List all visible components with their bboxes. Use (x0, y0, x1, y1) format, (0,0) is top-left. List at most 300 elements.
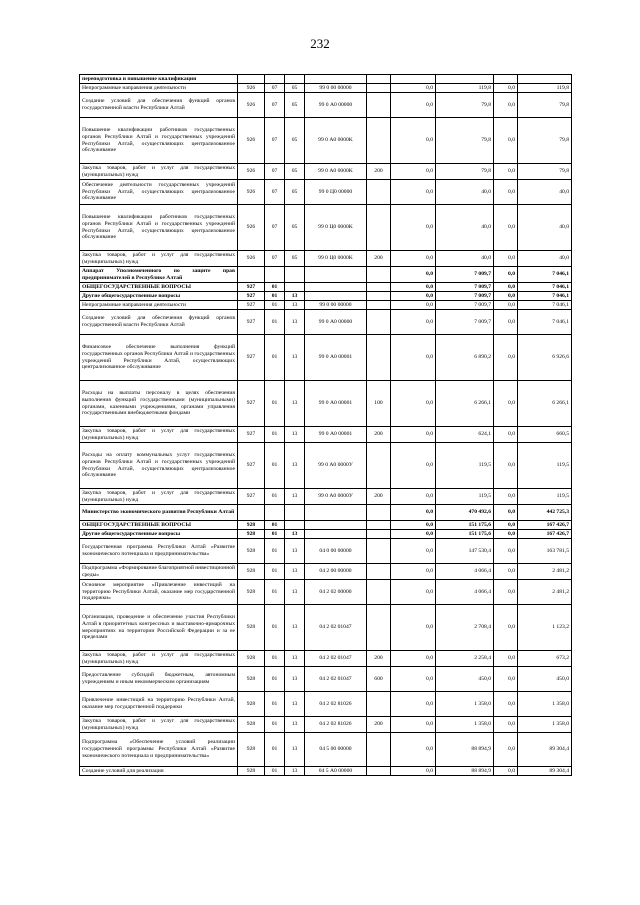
table-row (80, 75, 572, 84)
table-row (80, 310, 572, 335)
target-article-cell: 04 2 02 81026 (305, 717, 367, 733)
amount-change-1-cell: 0,0 (391, 205, 436, 251)
amount-change-2-cell: 0,0 (494, 251, 518, 267)
expense-type-cell: 200 (367, 427, 391, 443)
page-number: 232 (310, 36, 330, 51)
table-row (80, 118, 572, 164)
amount-change-2-cell: 0,0 (494, 651, 518, 667)
amount-change-2-cell: 0,0 (494, 605, 518, 651)
subsection-code-cell: 13 (285, 667, 305, 692)
section-code-cell: 01 (265, 692, 285, 717)
ministry-code-cell: 926 (238, 205, 265, 251)
target-article-cell: 99 0 Ц0 0000K (305, 205, 367, 251)
amount-change-2-cell: 0,0 (494, 521, 518, 530)
target-article-cell: 04 2 00 00000 (305, 564, 367, 580)
section-code-cell: 01 (265, 301, 285, 310)
subsection-code-cell (285, 505, 305, 521)
subsection-code-cell: 13 (285, 301, 305, 310)
target-article-cell: 99 0 А0 0000У (305, 443, 367, 489)
amount-1-cell: 7 009,7 (436, 267, 494, 283)
subsection-code-cell: 13 (285, 564, 305, 580)
ministry-code-cell: 928 (238, 692, 265, 717)
table-row (80, 427, 572, 443)
target-article-cell (305, 521, 367, 530)
expense-type-cell (367, 292, 391, 301)
section-code-cell: 01 (265, 717, 285, 733)
subsection-code-cell: 13 (285, 292, 305, 301)
amount-change-1-cell: 0,0 (391, 692, 436, 717)
ministry-code-cell: 927 (238, 292, 265, 301)
expense-name-cell: Создание условий для обеспечения функций органов государственной власти Республики Алтай (80, 310, 238, 335)
table-row (80, 180, 572, 205)
expense-type-cell (367, 93, 391, 118)
amount-1-cell: 7 009,7 (436, 283, 494, 292)
expense-name-cell: Министерство экономического развития Республики Алтай (80, 505, 238, 521)
amount-2-cell: 163 781,5 (518, 539, 572, 564)
table-row (80, 381, 572, 427)
amount-change-1-cell: 0,0 (391, 427, 436, 443)
table-row (80, 283, 572, 292)
ministry-code-cell: 928 (238, 539, 265, 564)
ministry-code-cell: 928 (238, 564, 265, 580)
target-article-cell: 99 0 А0 0000K (305, 118, 367, 164)
amount-change-2-cell: 0,0 (494, 164, 518, 180)
amount-change-1-cell: 0,0 (391, 381, 436, 427)
target-article-cell: 99 0 А0 00001 (305, 335, 367, 381)
section-code-cell: 01 (265, 443, 285, 489)
expense-type-cell (367, 605, 391, 651)
amount-change-2-cell: 0,0 (494, 667, 518, 692)
amount-2-cell: 1 123,2 (518, 605, 572, 651)
amount-change-1-cell: 0,0 (391, 521, 436, 530)
amount-1-cell: 151 175,6 (436, 521, 494, 530)
amount-change-1-cell: 0,0 (391, 605, 436, 651)
expense-type-cell: 200 (367, 489, 391, 505)
ministry-code-cell: 926 (238, 84, 265, 93)
amount-change-1-cell: 0,0 (391, 717, 436, 733)
table-row (80, 93, 572, 118)
amount-1-cell: 2 708,4 (436, 605, 494, 651)
budget-table (79, 74, 572, 776)
amount-change-2-cell: 0,0 (494, 301, 518, 310)
amount-change-1-cell: 0,0 (391, 335, 436, 381)
expense-type-cell (367, 767, 391, 776)
subsection-code-cell (285, 75, 305, 84)
amount-change-2-cell: 0,0 (494, 310, 518, 335)
ministry-code-cell: 927 (238, 443, 265, 489)
amount-2-cell (518, 75, 572, 84)
amount-2-cell: 79,8 (518, 164, 572, 180)
expense-type-cell (367, 564, 391, 580)
ministry-code-cell: 927 (238, 489, 265, 505)
amount-change-2-cell: 0,0 (494, 93, 518, 118)
amount-change-2-cell: 0,0 (494, 443, 518, 489)
subsection-code-cell (285, 267, 305, 283)
amount-change-2-cell: 0,0 (494, 733, 518, 767)
section-code-cell: 01 (265, 427, 285, 443)
amount-change-1-cell: 0,0 (391, 118, 436, 164)
amount-2-cell: 6 926,6 (518, 335, 572, 381)
target-article-cell: 99 0 А0 00001 (305, 381, 367, 427)
ministry-code-cell: 927 (238, 427, 265, 443)
amount-1-cell: 450,0 (436, 667, 494, 692)
section-code-cell: 01 (265, 651, 285, 667)
expense-name-cell: Привлечение инвестиций на территорию Республики Алтай, оказание мер государственной поддержки (80, 692, 238, 717)
amount-change-1-cell: 0,0 (391, 733, 436, 767)
section-code-cell: 01 (265, 381, 285, 427)
section-code-cell: 07 (265, 180, 285, 205)
subsection-code-cell: 13 (285, 539, 305, 564)
ministry-code-cell: 926 (238, 93, 265, 118)
subsection-code-cell: 13 (285, 692, 305, 717)
target-article-cell: 99 0 А0 0000У (305, 489, 367, 505)
target-article-cell (305, 267, 367, 283)
amount-change-2-cell: 0,0 (494, 335, 518, 381)
amount-change-1-cell: 0,0 (391, 283, 436, 292)
section-code-cell: 01 (265, 335, 285, 381)
target-article-cell: 04 2 02 01047 (305, 605, 367, 651)
amount-2-cell: 7 046,1 (518, 301, 572, 310)
amount-change-1-cell: 0,0 (391, 251, 436, 267)
table-row (80, 164, 572, 180)
amount-change-1-cell: 0,0 (391, 564, 436, 580)
expense-name-cell: Закупка товаров, работ и услуг для государственных (муниципальных) нужд (80, 427, 238, 443)
amount-2-cell: 7 046,1 (518, 267, 572, 283)
ministry-code-cell: 927 (238, 381, 265, 427)
table-row (80, 489, 572, 505)
expense-type-cell (367, 443, 391, 489)
ministry-code-cell: 927 (238, 301, 265, 310)
amount-change-1-cell: 0,0 (391, 505, 436, 521)
table-row (80, 267, 572, 283)
target-article-cell: 04 5 А0 00000 (305, 767, 367, 776)
expense-name-cell: Организация, проведение и обеспечение участия Республики Алтай в приоритетных конгрессных и выставочно-ярмарочных мероприятиях на территории Российской Федерации и за ее пределами (80, 605, 238, 651)
amount-change-1-cell: 0,0 (391, 489, 436, 505)
amount-change-1-cell: 0,0 (391, 651, 436, 667)
ministry-code-cell: 928 (238, 580, 265, 605)
expense-name-cell: Закупка товаров, работ и услуг для государственных (муниципальных) нужд (80, 164, 238, 180)
table-row (80, 335, 572, 381)
ministry-code-cell: 928 (238, 521, 265, 530)
amount-1-cell: 119,5 (436, 489, 494, 505)
amount-change-2-cell: 0,0 (494, 564, 518, 580)
amount-change-2-cell: 0,0 (494, 180, 518, 205)
expense-type-cell: 200 (367, 651, 391, 667)
section-code-cell (265, 505, 285, 521)
ministry-code-cell: 926 (238, 164, 265, 180)
amount-change-2-cell: 0,0 (494, 692, 518, 717)
amount-change-2-cell: 0,0 (494, 427, 518, 443)
table-row (80, 692, 572, 717)
amount-change-1-cell: 0,0 (391, 530, 436, 539)
subsection-code-cell: 05 (285, 118, 305, 164)
expense-name-cell: Расходы на выплаты персоналу в целях обеспечения выполнения функций государственными (муниципальными) органами, казенными учреждениями, органами управления государственными внебюджетными фондами (80, 381, 238, 427)
amount-change-1-cell: 0,0 (391, 539, 436, 564)
amount-change-2-cell: 0,0 (494, 84, 518, 93)
amount-1-cell: 147 530,4 (436, 539, 494, 564)
amount-change-2-cell (494, 75, 518, 84)
target-article-cell (305, 283, 367, 292)
table-row (80, 530, 572, 539)
amount-2-cell: 40,0 (518, 205, 572, 251)
section-code-cell: 01 (265, 667, 285, 692)
target-article-cell: 99 0 А0 00001 (305, 427, 367, 443)
amount-2-cell: 7 046,1 (518, 283, 572, 292)
amount-change-1-cell: 0,0 (391, 767, 436, 776)
amount-change-2-cell: 0,0 (494, 283, 518, 292)
expense-type-cell (367, 733, 391, 767)
target-article-cell: 99 0 А0 00000 (305, 93, 367, 118)
ministry-code-cell: 926 (238, 118, 265, 164)
expense-name-cell: Закупка товаров, работ и услуг для государственных (муниципальных) нужд (80, 717, 238, 733)
expense-type-cell (367, 118, 391, 164)
expense-type-cell (367, 530, 391, 539)
amount-change-2-cell: 0,0 (494, 539, 518, 564)
ministry-code-cell: 928 (238, 717, 265, 733)
subsection-code-cell: 13 (285, 605, 305, 651)
ministry-code-cell: 926 (238, 251, 265, 267)
ministry-code-cell (238, 75, 265, 84)
target-article-cell (305, 505, 367, 521)
ministry-code-cell: 927 (238, 335, 265, 381)
table-row (80, 767, 572, 776)
expense-type-cell (367, 335, 391, 381)
ministry-code-cell: 928 (238, 530, 265, 539)
amount-2-cell: 7 046,1 (518, 292, 572, 301)
amount-2-cell: 89 304,4 (518, 733, 572, 767)
amount-1-cell: 79,8 (436, 93, 494, 118)
section-code-cell: 01 (265, 539, 285, 564)
table-row (80, 251, 572, 267)
amount-1-cell: 624,1 (436, 427, 494, 443)
target-article-cell: 04 0 00 00000 (305, 539, 367, 564)
amount-1-cell: 4 066,4 (436, 580, 494, 605)
amount-2-cell: 89 304,4 (518, 767, 572, 776)
amount-2-cell: 2 481,2 (518, 580, 572, 605)
amount-change-1-cell: 0,0 (391, 310, 436, 335)
subsection-code-cell: 05 (285, 180, 305, 205)
amount-1-cell: 119,5 (436, 443, 494, 489)
table-row (80, 443, 572, 489)
expense-type-cell (367, 301, 391, 310)
subsection-code-cell: 13 (285, 310, 305, 335)
target-article-cell: 99 0 Ц0 0000K (305, 251, 367, 267)
target-article-cell: 99 0 00 00000 (305, 84, 367, 93)
subsection-code-cell: 05 (285, 84, 305, 93)
amount-change-2-cell: 0,0 (494, 530, 518, 539)
target-article-cell (305, 292, 367, 301)
expense-name-cell: Другие общегосударственные вопросы (80, 292, 238, 301)
amount-2-cell: 660,5 (518, 427, 572, 443)
amount-1-cell: 88 894,9 (436, 767, 494, 776)
amount-change-1-cell: 0,0 (391, 301, 436, 310)
table-row (80, 717, 572, 733)
target-article-cell: 04 2 02 01047 (305, 651, 367, 667)
subsection-code-cell: 13 (285, 381, 305, 427)
expense-type-cell (367, 521, 391, 530)
subsection-code-cell: 05 (285, 251, 305, 267)
target-article-cell: 04 2 02 01047 (305, 667, 367, 692)
section-code-cell: 01 (265, 292, 285, 301)
ministry-code-cell: 927 (238, 310, 265, 335)
amount-1-cell: 40,0 (436, 180, 494, 205)
subsection-code-cell (285, 521, 305, 530)
table-row (80, 605, 572, 651)
expense-name-cell: Обеспечение деятельности государственных учреждений Республики Алтай, осуществляющих централизованное обслуживание (80, 180, 238, 205)
expense-name-cell: Создание условий для реализации (80, 767, 238, 776)
subsection-code-cell: 13 (285, 489, 305, 505)
amount-2-cell: 1 358,0 (518, 692, 572, 717)
expense-type-cell (367, 283, 391, 292)
expense-type-cell (367, 310, 391, 335)
amount-change-2-cell: 0,0 (494, 292, 518, 301)
section-code-cell: 07 (265, 118, 285, 164)
expense-name-cell: Создание условий для обеспечения функций органов государственной власти Республики Алтай (80, 93, 238, 118)
section-code-cell: 01 (265, 767, 285, 776)
amount-1-cell: 1 358,0 (436, 692, 494, 717)
amount-change-1-cell (391, 75, 436, 84)
table-row (80, 580, 572, 605)
section-code-cell: 01 (265, 564, 285, 580)
amount-change-1-cell: 0,0 (391, 84, 436, 93)
amount-1-cell: 40,0 (436, 251, 494, 267)
expense-type-cell (367, 505, 391, 521)
expense-name-cell: переподготовка и повышение квалификации (80, 75, 238, 84)
amount-change-2-cell: 0,0 (494, 381, 518, 427)
amount-change-1-cell: 0,0 (391, 667, 436, 692)
section-code-cell: 01 (265, 580, 285, 605)
amount-change-1-cell: 0,0 (391, 267, 436, 283)
amount-1-cell: 7 009,7 (436, 292, 494, 301)
expense-type-cell (367, 539, 391, 564)
amount-1-cell: 2 258,4 (436, 651, 494, 667)
section-code-cell: 01 (265, 283, 285, 292)
amount-change-2-cell: 0,0 (494, 118, 518, 164)
expense-name-cell: Другие общегосударственные вопросы (80, 530, 238, 539)
expense-type-cell (367, 180, 391, 205)
section-code-cell: 01 (265, 310, 285, 335)
table-row (80, 205, 572, 251)
subsection-code-cell: 13 (285, 733, 305, 767)
subsection-code-cell: 13 (285, 651, 305, 667)
ministry-code-cell: 928 (238, 667, 265, 692)
amount-change-1-cell: 0,0 (391, 93, 436, 118)
expense-name-cell: Аппарат Уполномоченного по защите прав предпринимателей в Республике Алтай (80, 267, 238, 283)
expense-type-cell: 200 (367, 251, 391, 267)
amount-change-2-cell: 0,0 (494, 505, 518, 521)
expense-type-cell (367, 580, 391, 605)
expense-name-cell: ОБЩЕГОСУДАРСТВЕННЫЕ ВОПРОСЫ (80, 283, 238, 292)
ministry-code-cell: 928 (238, 605, 265, 651)
section-code-cell: 01 (265, 521, 285, 530)
amount-change-1-cell: 0,0 (391, 292, 436, 301)
amount-2-cell: 119,5 (518, 489, 572, 505)
ministry-code-cell: 928 (238, 651, 265, 667)
section-code-cell: 01 (265, 489, 285, 505)
expense-type-cell: 100 (367, 381, 391, 427)
amount-change-1-cell: 0,0 (391, 164, 436, 180)
expense-type-cell (367, 205, 391, 251)
expense-type-cell (367, 84, 391, 93)
expense-name-cell: Закупка товаров, работ и услуг для государственных (муниципальных) нужд (80, 489, 238, 505)
expense-type-cell: 200 (367, 164, 391, 180)
table-row (80, 651, 572, 667)
amount-2-cell: 119,8 (518, 84, 572, 93)
expense-name-cell: Основное мероприятие «Привлечение инвестиций на территорию Республики Алтай, оказание мер государственной поддержки» (80, 580, 238, 605)
expense-type-cell: 600 (367, 667, 391, 692)
amount-1-cell: 79,8 (436, 118, 494, 164)
ministry-code-cell: 927 (238, 283, 265, 292)
table-row (80, 539, 572, 564)
expense-type-cell (367, 267, 391, 283)
table-row (80, 84, 572, 93)
target-article-cell: 99 0 00 00000 (305, 301, 367, 310)
amount-2-cell: 40,0 (518, 251, 572, 267)
section-code-cell (265, 267, 285, 283)
subsection-code-cell: 13 (285, 580, 305, 605)
section-code-cell: 07 (265, 84, 285, 93)
target-article-cell (305, 530, 367, 539)
amount-2-cell: 40,0 (518, 180, 572, 205)
expense-type-cell (367, 75, 391, 84)
target-article-cell: 99 0 А0 0000K (305, 164, 367, 180)
amount-1-cell: 7 009,7 (436, 301, 494, 310)
expense-name-cell: Закупка товаров, работ и услуг для государственных (муниципальных) нужд (80, 651, 238, 667)
target-article-cell: 04 2 02 81026 (305, 692, 367, 717)
amount-change-2-cell: 0,0 (494, 489, 518, 505)
subsection-code-cell: 05 (285, 93, 305, 118)
subsection-code-cell: 13 (285, 443, 305, 489)
amount-2-cell: 167 426,7 (518, 521, 572, 530)
amount-change-2-cell: 0,0 (494, 767, 518, 776)
amount-2-cell: 167 426,7 (518, 530, 572, 539)
amount-1-cell: 4 066,4 (436, 564, 494, 580)
amount-2-cell: 79,8 (518, 93, 572, 118)
amount-1-cell: 119,8 (436, 84, 494, 93)
table-row (80, 521, 572, 530)
table-row (80, 292, 572, 301)
section-code-cell (265, 75, 285, 84)
section-code-cell: 07 (265, 164, 285, 180)
ministry-code-cell (238, 267, 265, 283)
ministry-code-cell (238, 505, 265, 521)
section-code-cell: 07 (265, 93, 285, 118)
amount-1-cell: 88 894,9 (436, 733, 494, 767)
expense-name-cell: Повышение квалификации работников государственных органов Республики Алтай и государственных учреждений Республики Алтай, осуществляющих централизованное обслуживание (80, 118, 238, 164)
expense-name-cell: Непрограммные направления деятельности (80, 301, 238, 310)
section-code-cell: 01 (265, 530, 285, 539)
amount-change-2-cell: 0,0 (494, 717, 518, 733)
amount-1-cell (436, 75, 494, 84)
table-row (80, 733, 572, 767)
amount-2-cell: 79,8 (518, 118, 572, 164)
amount-2-cell: 450,0 (518, 667, 572, 692)
amount-2-cell: 119,5 (518, 443, 572, 489)
ministry-code-cell: 928 (238, 733, 265, 767)
subsection-code-cell: 13 (285, 427, 305, 443)
amount-1-cell: 40,0 (436, 205, 494, 251)
subsection-code-cell: 05 (285, 205, 305, 251)
expense-name-cell: ОБЩЕГОСУДАРСТВЕННЫЕ ВОПРОСЫ (80, 521, 238, 530)
expense-name-cell: Закупка товаров, работ и услуг для государственных (муниципальных) нужд (80, 251, 238, 267)
expense-name-cell: Предоставление субсидий бюджетным, автономным учреждениям и иным некоммерческим организациям (80, 667, 238, 692)
amount-change-2-cell: 0,0 (494, 205, 518, 251)
section-code-cell: 01 (265, 605, 285, 651)
expense-name-cell: Повышение квалификации работников государственных органов Республики Алтай и государственных учреждений Республики Алтай, осуществляющих централизованное обслуживание (80, 205, 238, 251)
amount-1-cell: 1 358,0 (436, 717, 494, 733)
table-row (80, 301, 572, 310)
expense-type-cell (367, 692, 391, 717)
